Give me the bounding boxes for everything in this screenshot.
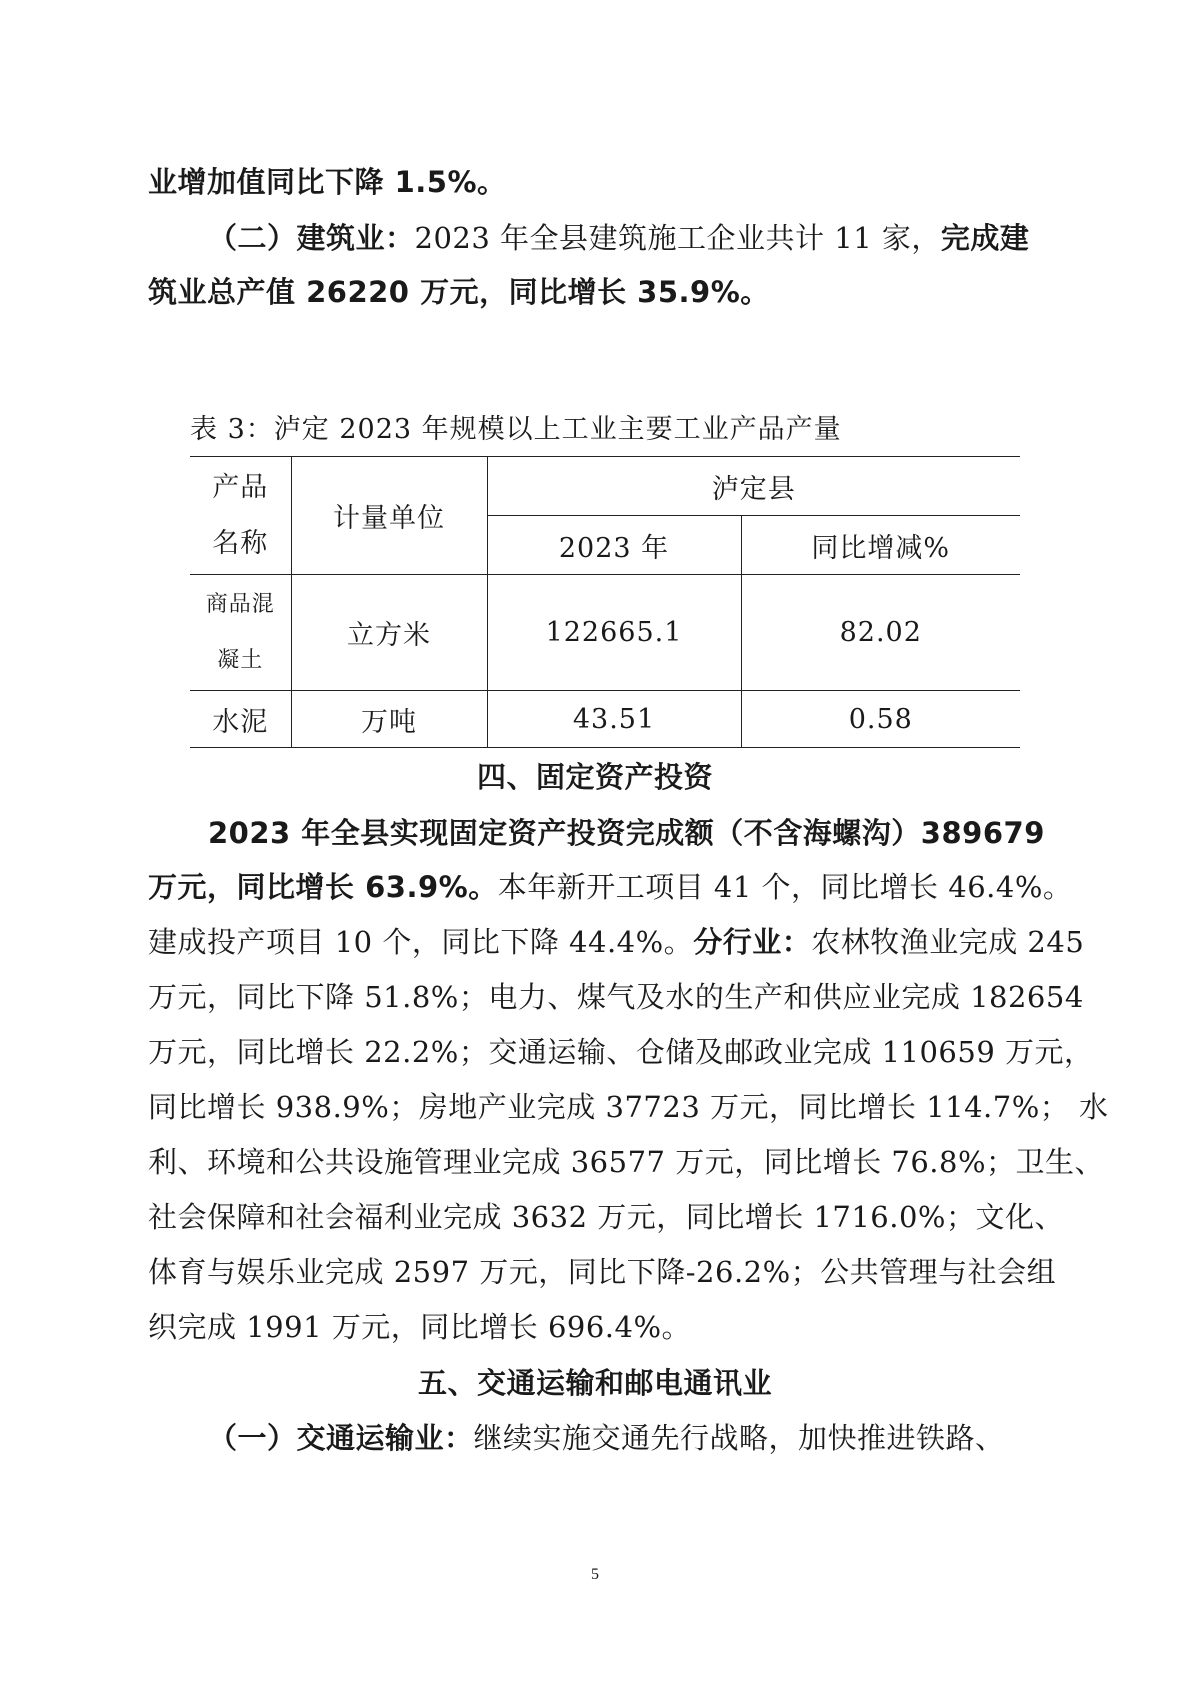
cell-yoy: 0.58 <box>741 691 1020 748</box>
cell-product-name-line1: 商品混 <box>205 591 275 617</box>
section4-line3-bold: 分行业： <box>693 925 812 959</box>
section4-line7: 利、环境和公共设施管理业完成 36577 万元，同比增长 76.8%；卫生、 <box>148 1145 1105 1179</box>
section4-line4: 万元，同比下降 51.8%；电力、煤气及水的生产和供应业完成 182654 <box>148 980 1084 1014</box>
cell-product-name-line2: 凝土 <box>217 647 264 673</box>
section4-line5: 万元，同比增长 22.2%；交通运输、仓储及邮政业完成 110659 万元， <box>148 1035 1094 1069</box>
header-product-name-line1: 产品 <box>212 471 269 503</box>
header-unit: 计量单位 <box>291 457 487 575</box>
cell-unit: 立方米 <box>291 575 487 691</box>
section4-line2-bold: 万元，同比增长 63.9%。 <box>148 870 498 904</box>
section4-line2 <box>148 867 1073 907</box>
cell-unit: 万吨 <box>291 691 487 748</box>
paragraph-line: 业增加值同比下降 1.5%。 <box>148 165 507 199</box>
construction-paragraph-line1 <box>208 218 1128 258</box>
section4-line3-tail: 农林牧渔业完成 245 <box>811 925 1085 959</box>
section5-heading: 五、交通运输和邮电通讯业 <box>417 1366 772 1400</box>
section4-line8: 社会保障和社会福利业完成 3632 万元，同比增长 1716.0%；文化、 <box>148 1200 1064 1234</box>
section4-line1: 2023 年全县实现固定资产投资完成额（不含海螺沟）389679 <box>208 816 1045 850</box>
cell-value: 122665.1 <box>487 575 741 691</box>
section5-text: 继续实施交通先行战略，加快推进铁路、 <box>473 1421 1005 1455</box>
construction-bold-tail: 完成建 <box>940 221 1030 255</box>
section4-line3-text: 建成投产项目 10 个，同比下降 44.4%。 <box>148 925 694 959</box>
table-header-row <box>190 457 1020 516</box>
construction-text: 2023 年全县建筑施工企业共计 11 家， <box>414 221 941 255</box>
header-product-name-line2: 名称 <box>212 527 269 559</box>
section4-line2-text: 本年新开工项目 41 个，同比增长 46.4%。 <box>497 870 1073 904</box>
header-region: 泸定县 <box>487 457 1020 516</box>
table-row <box>190 691 1020 748</box>
section5-label: （一）交通运输业： <box>208 1421 474 1455</box>
section5-line1 <box>208 1418 1128 1458</box>
cell-value: 43.51 <box>487 691 741 748</box>
cell-product-name: 水泥 <box>190 691 291 748</box>
section4-line3 <box>148 922 1085 962</box>
page-number: 5 <box>591 1566 599 1583</box>
construction-paragraph-line2: 筑业总产值 26220 万元，同比增长 35.9%。 <box>148 275 770 309</box>
section4-heading: 四、固定资产投资 <box>476 760 713 794</box>
header-yoy: 同比增减% <box>741 516 1020 575</box>
table-row <box>190 575 1020 691</box>
table-caption: 表 3：泸定 2023 年规模以上工业主要工业产品产量 <box>190 414 842 445</box>
product-output-table <box>190 456 1020 748</box>
construction-label: （二）建筑业： <box>208 221 415 255</box>
cell-yoy: 82.02 <box>741 575 1020 691</box>
section4-line10: 织完成 1991 万元，同比增长 696.4%。 <box>148 1310 692 1344</box>
header-year: 2023 年 <box>487 516 741 575</box>
section4-line6: 同比增长 938.9%；房地产业完成 37723 万元，同比增长 114.7%； 水 <box>148 1090 1109 1124</box>
header-product-name <box>190 457 291 575</box>
section4-line9: 体育与娱乐业完成 2597 万元，同比下降-26.2%；公共管理与社会组 <box>148 1255 1057 1289</box>
cell-product-name <box>190 575 291 691</box>
